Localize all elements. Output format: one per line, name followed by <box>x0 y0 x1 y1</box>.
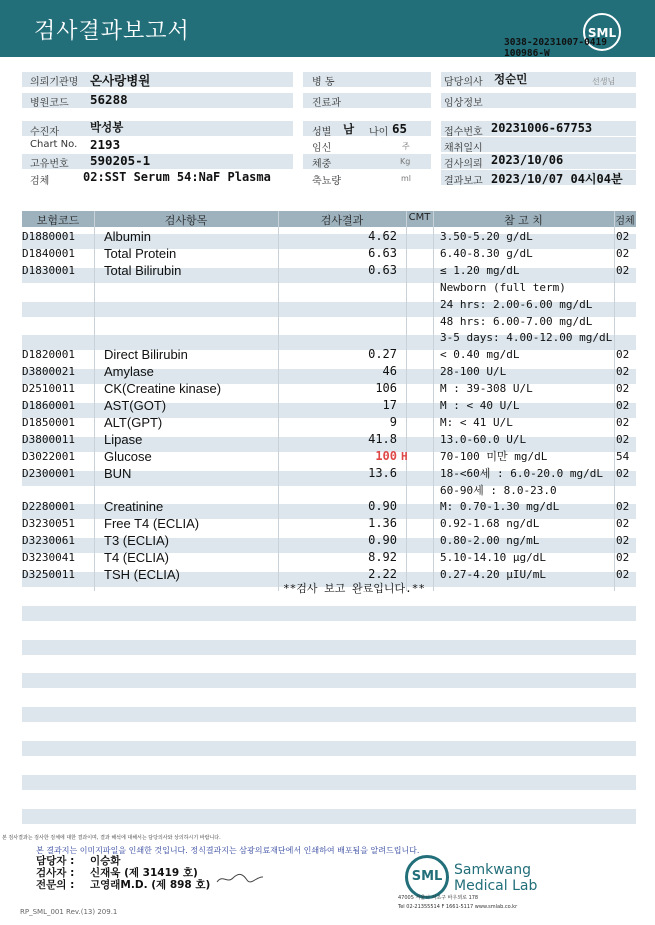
table-row <box>0 262 655 279</box>
cell-result: 0.27 <box>368 347 397 362</box>
report-title: 검사결과보고서 <box>34 19 190 44</box>
cell-specimen: 02 <box>616 348 630 362</box>
samkwang-brand <box>454 862 537 894</box>
doctor-suffix: 선생님 <box>592 77 616 86</box>
cell-test-name: Lipase <box>104 431 143 447</box>
row-band <box>22 673 636 688</box>
cell-reference: 3-5 days: 4.00-12.00 mg/dL <box>440 331 613 345</box>
signature-image <box>215 868 265 888</box>
table-row <box>0 532 655 549</box>
pregnancy-unit: 주 <box>402 142 410 151</box>
weight-unit: Kg <box>400 157 411 166</box>
cell-reference: 24 hrs: 2.00-6.00 mg/dL <box>440 297 593 311</box>
staff-value: 이승화 <box>90 855 121 867</box>
cell-reference: 28-100 U/L <box>440 365 507 379</box>
cell-specimen: 02 <box>616 500 630 514</box>
table-row <box>0 397 655 414</box>
cell-specimen: 02 <box>616 568 630 581</box>
cell-code: D3230061 <box>22 534 75 548</box>
collect-label: 채취일시 <box>444 143 483 154</box>
age-label: 나이 <box>369 127 389 138</box>
chart-value: 2193 <box>90 137 121 152</box>
table-row <box>0 448 655 465</box>
specialist-label: 전문의 : <box>36 879 75 891</box>
request-value: 2023/10/06 <box>491 153 564 167</box>
lab-contact: Tel 02-21355514 F 1661-5117 www.smlab.co.kr <box>398 904 518 910</box>
cell-specimen: 02 <box>616 399 630 412</box>
cell-result: 6.63 <box>368 245 397 260</box>
row-band <box>22 809 636 824</box>
document-number <box>504 37 607 59</box>
receipt-label: 접수번호 <box>444 127 483 138</box>
header-code: 보험코드 <box>36 214 80 227</box>
cell-code: D1850001 <box>22 415 75 429</box>
request-label: 검사의뢰 <box>444 159 483 170</box>
table-row <box>0 498 655 515</box>
cell-specimen: 54 <box>616 449 630 463</box>
row-band <box>22 741 636 756</box>
doctor-label: 담당의사 <box>444 77 483 88</box>
cell-code: D2300001 <box>22 466 75 480</box>
urine-unit: ml <box>401 174 412 183</box>
header-reference: 참 고 치 <box>504 214 543 227</box>
table-row <box>0 482 655 499</box>
cell-reference: 5.10-14.10 μg/dL <box>440 551 546 565</box>
cell-reference: Newborn (full term) <box>440 280 566 294</box>
cell-specimen: 02 <box>616 432 630 446</box>
row-band <box>22 775 636 790</box>
cell-specimen: 02 <box>616 517 630 531</box>
cell-result: 0.90 <box>368 499 397 514</box>
cell-reference: M : < 40 U/L <box>440 399 520 412</box>
id-label: 고유번호 <box>30 159 69 170</box>
cell-test-name: Creatinine <box>104 499 164 515</box>
cell-reference: 48 hrs: 6.00-7.00 mg/dL <box>440 314 593 328</box>
cell-code: D3800021 <box>22 365 75 379</box>
cell-result: 1.36 <box>368 516 397 531</box>
cell-test-name: T4 (ECLIA) <box>104 550 170 566</box>
table-row <box>0 414 655 431</box>
cell-reference: 70-100 미만 mg/dL <box>440 449 548 463</box>
pregnancy-label: 임신 <box>312 143 332 154</box>
brand-line1: Samkwang <box>454 862 531 878</box>
doctor-value: 정순민 <box>494 72 528 86</box>
cell-reference: 0.80-2.00 ng/mL <box>440 534 540 548</box>
cell-test-name: TSH (ECLIA) <box>104 567 180 582</box>
cell-test-name: Glucose <box>104 448 152 464</box>
header-cmt: CMT <box>408 212 431 223</box>
cell-code: D1820001 <box>22 348 75 362</box>
row-band <box>22 707 636 722</box>
specialist-value: 고영래M.D. (제 898 호) <box>90 879 211 891</box>
report-value: 2023/10/07 04시04분 <box>491 172 623 186</box>
cell-code: D2510011 <box>22 382 75 396</box>
cell-result: 8.92 <box>368 550 397 565</box>
cell-flag: H <box>401 449 408 463</box>
cell-test-name: Albumin <box>104 229 151 244</box>
cell-code: D1840001 <box>22 246 75 260</box>
sml-logo: SML <box>583 13 621 51</box>
table-row <box>0 515 655 532</box>
tester-value: 신재욱 (제 31419 호) <box>90 867 198 879</box>
cell-test-name: Total Protein <box>104 245 177 261</box>
cell-result: 41.8 <box>368 431 397 446</box>
cell-reference: 6.40-8.30 g/dL <box>440 246 533 260</box>
cell-test-name: T3 (ECLIA) <box>104 533 170 549</box>
cell-specimen: 02 <box>616 382 630 396</box>
cell-reference: M: 0.70-1.30 mg/dL <box>440 500 560 514</box>
cell-code: D1880001 <box>22 230 75 243</box>
cell-test-name: BUN <box>104 465 132 481</box>
specimen-value: 02:SST Serum 54:NaF Plasma <box>83 170 271 184</box>
table-row <box>0 431 655 448</box>
report-complete-text: **검사 보고 완료입니다.** <box>283 582 425 595</box>
cell-code: D1830001 <box>22 263 75 277</box>
row-band <box>22 606 636 621</box>
table-row <box>0 245 655 262</box>
urine-label: 축뇨량 <box>312 176 341 187</box>
cell-code: D1860001 <box>22 399 75 412</box>
cell-result: 13.6 <box>368 465 397 480</box>
header-specimen: 검체 <box>615 216 635 227</box>
cell-result: 100 <box>375 448 397 463</box>
id-value: 590205-1 <box>90 153 151 168</box>
hospital-code-value: 56288 <box>90 92 128 107</box>
staff-label: 담당자 : <box>36 855 75 867</box>
cell-result: 9 <box>389 414 397 429</box>
cell-specimen: 02 <box>616 263 630 277</box>
hospital-value: 온사랑병원 <box>90 73 151 88</box>
table-row <box>0 279 655 296</box>
cell-reference: ≤ 1.20 mg/dL <box>440 263 520 277</box>
lab-address: 47005 서울시 서초구 바우뫼로 178 <box>398 895 479 901</box>
specimen-label: 검체 <box>30 176 50 187</box>
table-row <box>0 296 655 313</box>
cell-specimen: 02 <box>616 230 630 243</box>
cell-specimen: 02 <box>616 551 630 565</box>
cell-specimen: 02 <box>616 534 630 548</box>
report-label: 결과보고 <box>444 176 483 187</box>
document-number-line2: 100986-W <box>504 48 550 59</box>
table-row <box>0 329 655 346</box>
table-row <box>0 313 655 330</box>
header-test-item: 검사항목 <box>164 214 208 227</box>
cell-specimen: 02 <box>616 466 630 480</box>
cell-specimen: 02 <box>616 415 630 429</box>
info-band <box>22 121 293 136</box>
cell-reference: 0.27-4.20 μIU/mL <box>440 568 546 581</box>
cell-result: 106 <box>375 381 397 396</box>
cell-specimen: 02 <box>616 365 630 379</box>
form-revision: RP_SML_001 Rev.(13) 209.1 <box>20 908 118 916</box>
chart-label: Chart No. <box>30 139 78 150</box>
patient-value: 박성봉 <box>90 120 124 134</box>
patient-label: 수진자 <box>30 127 59 138</box>
table-row <box>0 380 655 397</box>
sex-label: 성별 <box>312 127 332 138</box>
cell-test-name: CK(Creatine kinase) <box>104 381 222 397</box>
cell-test-name: Amylase <box>104 364 154 380</box>
table-row <box>0 346 655 363</box>
cell-reference: 60-90세 : 8.0-23.0 <box>440 483 557 497</box>
cell-reference: 3.50-5.20 g/dL <box>440 230 533 243</box>
row-band <box>22 640 636 655</box>
cell-reference: M: < 41 U/L <box>440 415 513 429</box>
cell-reference: 0.92-1.68 ng/dL <box>440 517 540 531</box>
cell-test-name: Direct Bilirubin <box>104 347 188 363</box>
cell-reference: < 0.40 mg/dL <box>440 348 520 362</box>
hospital-label: 의뢰기관명 <box>30 77 79 88</box>
dept-label: 진료과 <box>312 98 341 109</box>
weight-label: 체중 <box>312 159 332 170</box>
cell-specimen: 02 <box>616 246 630 260</box>
receipt-value: 20231006-67753 <box>491 121 593 135</box>
cell-code: D3250011 <box>22 568 75 581</box>
cell-reference: M : 39-308 U/L <box>440 382 533 396</box>
samkwang-logo: SML <box>405 855 449 899</box>
clinical-label: 임상정보 <box>444 98 483 109</box>
table-row <box>0 363 655 380</box>
cell-code: D3230051 <box>22 517 75 531</box>
cell-test-name: Free T4 (ECLIA) <box>104 516 200 532</box>
hospital-code-label: 병원코드 <box>30 98 69 109</box>
cell-result: 0.63 <box>368 262 397 277</box>
sex-value: 남 <box>343 122 355 136</box>
cell-reference: 13.0-60.0 U/L <box>440 432 527 446</box>
cell-code: D3022001 <box>22 449 75 463</box>
cell-result: 46 <box>382 364 397 379</box>
cell-result: 4.62 <box>368 229 397 243</box>
table-row <box>0 465 655 482</box>
cell-code: D2280001 <box>22 500 75 514</box>
cell-result: 2.22 <box>368 567 397 581</box>
header-result: 검사결과 <box>320 214 364 227</box>
age-value: 65 <box>392 121 408 136</box>
ward-label: 병 동 <box>312 77 335 88</box>
cell-code: D3800011 <box>22 432 75 446</box>
document-number-line1: 3038-20231007-0419 <box>504 37 607 48</box>
cell-test-name: ALT(GPT) <box>104 414 163 430</box>
cell-result: 0.90 <box>368 533 397 548</box>
cell-code: D3230041 <box>22 551 75 565</box>
table-row <box>0 549 655 566</box>
tester-label: 검사자 : <box>36 867 75 879</box>
cell-reference: 18-<60세 : 6.0-20.0 mg/dL <box>440 466 603 480</box>
brand-line2: Medical Lab <box>454 878 538 894</box>
cell-test-name: Total Bilirubin <box>104 262 182 278</box>
footer-disclaimer: 본 검사결과는 검사한 검체에 대한 결과이며, 결과 해석에 대해서는 담당의사와 상의하시기 바랍니다. <box>2 835 221 841</box>
cell-result: 17 <box>382 398 397 412</box>
cell-test-name: AST(GOT) <box>104 398 167 413</box>
table-row <box>0 228 655 245</box>
footer-notice: 본 결과지는 이미지파일을 인쇄한 것입니다. 정식결과지는 삼광의료재단에서 인쇄하여 배포됨을 알려드립니다. <box>36 846 420 855</box>
